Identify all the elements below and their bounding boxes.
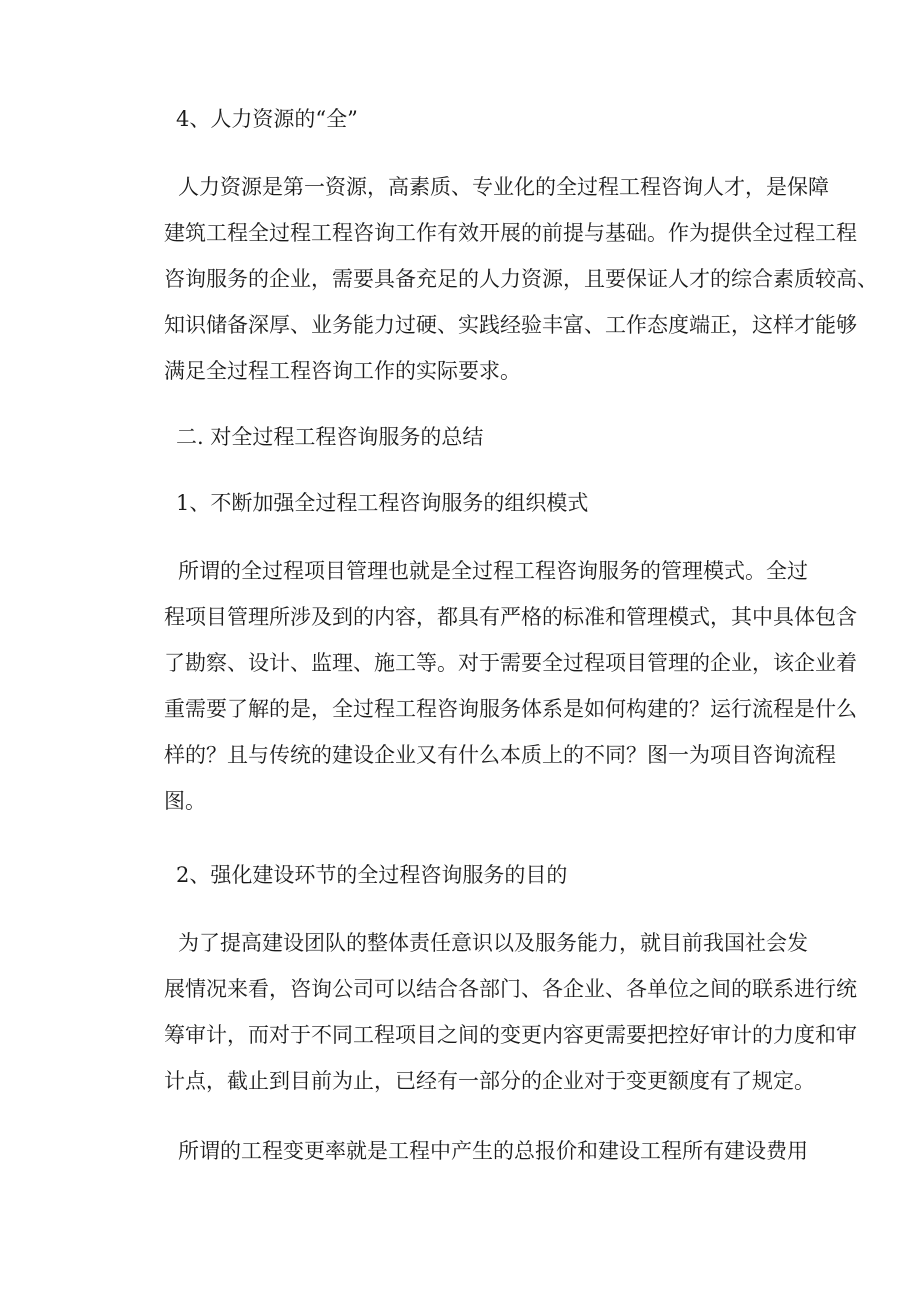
paragraph-line: 筹审计，而对于不同工程项目之间的变更内容更需要把控好审计的力度和审: [164, 1023, 857, 1047]
chapter-heading-summary: 二. 对全过程工程咨询服务的总结: [176, 425, 484, 449]
paragraph-line: 人力资源是第一资源，高素质、专业化的全过程工程咨询人才，是保障: [178, 175, 829, 199]
paragraph-line: 满足全过程工程咨询工作的实际要求。: [164, 359, 521, 383]
paragraph-line: 所谓的工程变更率就是工程中产生的总报价和建设工程所有建设费用: [178, 1139, 808, 1163]
paragraph-service-purpose: [164, 920, 857, 1104]
paragraph-line: 知识储备深厚、业务能力过硬、实践经验丰富、工作态度端正，这样才能够: [164, 313, 857, 337]
section-heading-human-resources: 4、人力资源的“全”: [176, 107, 358, 131]
paragraph-line: 咨询服务的企业，需要具备充足的人力资源，且要保证人才的综合素质较高、: [164, 267, 878, 291]
section-heading-service-purpose: 2、强化建设环节的全过程咨询服务的目的: [176, 863, 568, 887]
paragraph-line: 样的？且与传统的建设企业又有什么本质上的不同？图一为项目咨询流程: [164, 743, 836, 767]
section-heading-organization-mode: 1、不断加强全过程工程咨询服务的组织模式: [176, 491, 589, 515]
paragraph-line: 图。: [164, 789, 206, 813]
paragraph-line: 建筑工程全过程工程咨询工作有效开展的前提与基础。作为提供全过程工程: [164, 221, 857, 245]
paragraph-line: 了勘察、设计、监理、施工等。对于需要全过程项目管理的企业，该企业着: [164, 651, 857, 675]
paragraph-line: 所谓的全过程项目管理也就是全过程工程咨询服务的管理模式。全过: [178, 559, 808, 583]
paragraph-line: 重需要了解的是，全过程工程咨询服务体系是如何构建的？运行流程是什么: [164, 697, 857, 721]
paragraph-line: 展情况来看，咨询公司可以结合各部门、各企业、各单位之间的联系进行统: [164, 977, 857, 1001]
paragraph-line: 计点，截止到目前为止，已经有一部分的企业对于变更额度有了规定。: [164, 1069, 815, 1093]
paragraph-line: 为了提高建设团队的整体责任意识以及服务能力，就目前我国社会发: [178, 931, 808, 955]
paragraph-organization-mode: [164, 548, 857, 824]
paragraph-line: 程项目管理所涉及到的内容，都具有严格的标准和管理模式，其中具体包含: [164, 605, 857, 629]
paragraph-human-resources: [164, 164, 878, 394]
paragraph-change-rate: [164, 1128, 808, 1174]
